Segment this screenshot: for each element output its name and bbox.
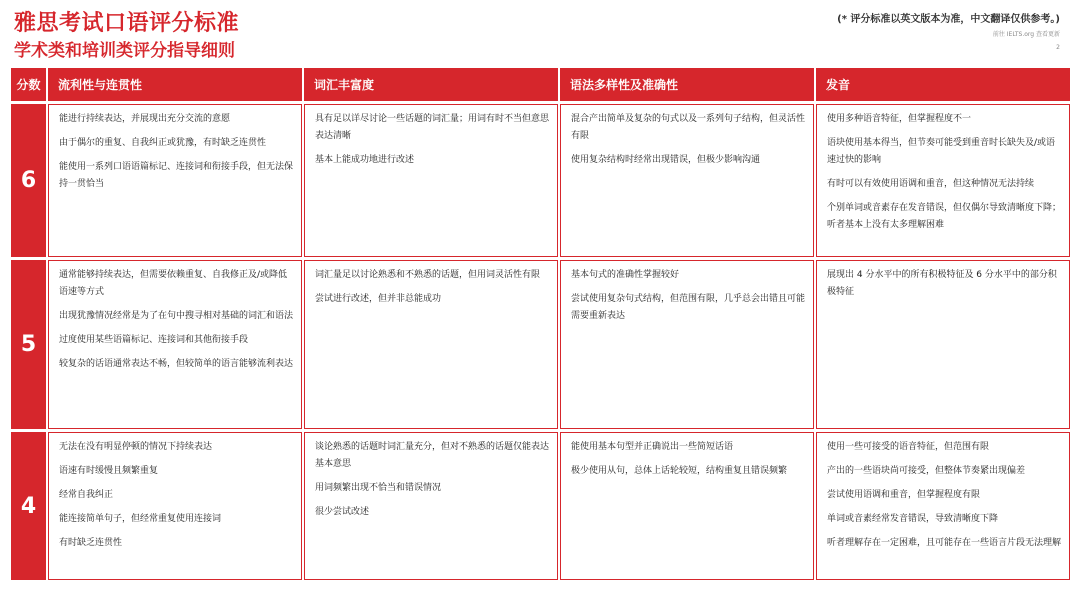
pronunciation-cell-band-6 (816, 104, 1070, 257)
page-number: 2 (1056, 44, 1060, 51)
descriptor: 有时可以有效使用语调和重音，但这种情况无法持续 (827, 179, 1035, 189)
header-pronunciation: 发音 (816, 68, 1070, 101)
descriptor: 较复杂的话语通常表达不畅，但较简单的语言能够流利表达 (59, 359, 294, 369)
descriptor: 有时缺乏连贯性 (59, 538, 123, 548)
band-descriptors-table (11, 68, 1072, 605)
grammar-cell-band-5 (560, 260, 814, 429)
descriptor: 很少尝试改述 (315, 507, 370, 517)
lexical-cell-band-5 (304, 260, 558, 429)
descriptor: 通常能够持续表达，但需要依赖重复、自我修正及/或降低语速等方式 (59, 270, 288, 297)
descriptor: 无法在没有明显停顿的情况下持续表达 (59, 442, 213, 452)
descriptor: 使用多种语音特征，但掌握程度不一 (827, 114, 972, 124)
descriptor: 用词频繁出现不恰当和错误情况 (315, 483, 442, 493)
pronunciation-cell-band-4 (816, 432, 1070, 580)
descriptor: 能使用一系列口语语篇标记、连接词和衔接手段，但无法保持一贯恰当 (59, 162, 294, 189)
descriptor: 使用复杂结构时经常出现错误，但极少影响沟通 (571, 155, 761, 165)
descriptor: 个别单词或音素存在发音错误，但仅偶尔导致清晰度下降；听者基本上没有太多理解困难 (827, 203, 1062, 230)
descriptor: 语块使用基本得当，但节奏可能受到重音时长缺失及/或语速过快的影响 (827, 138, 1056, 165)
band-score-5: 5 (11, 260, 46, 429)
descriptor: 经常自我纠正 (59, 490, 114, 500)
header-fluency-coherence: 流利性与连贯性 (48, 68, 302, 101)
descriptor: 能连接简单句子，但经常重复使用连接词 (59, 514, 222, 524)
grammar-cell-band-4 (560, 432, 814, 580)
descriptor: 谈论熟悉的话题时词汇量充分，但对不熟悉的话题仅能表达基本意思 (315, 442, 550, 469)
header-score: 分数 (11, 68, 46, 101)
descriptor: 由于偶尔的重复、自我纠正或犹豫，有时缺乏连贯性 (59, 138, 267, 148)
fluency-cell-band-6 (48, 104, 302, 257)
descriptor: 能进行持续表达，并展现出充分交流的意愿 (59, 114, 231, 124)
grammar-cell-band-6 (560, 104, 814, 257)
pronunciation-cell-band-5 (816, 260, 1070, 429)
descriptor: 尝试使用复杂句式结构，但范围有限，几乎总会出错且可能需要重新表达 (571, 294, 806, 321)
descriptor: 混合产出简单及复杂的句式以及一系列句子结构，但灵活性有限 (571, 114, 806, 141)
descriptor: 具有足以详尽讨论一些话题的词汇量；用词有时不当但意思表达清晰 (315, 114, 550, 141)
descriptor: 语速有时缓慢且频繁重复 (59, 466, 159, 476)
descriptor: 单词或音素经常发音错误，导致清晰度下降 (827, 514, 999, 524)
translation-note: (* 评分标准以英文版本为准，中文翻译仅供参考。) (837, 14, 1060, 25)
page-subtitle: 学术类和培训类评分指导细则 (14, 41, 235, 61)
lexical-cell-band-6 (304, 104, 558, 257)
header-lexical-resource: 词汇丰富度 (304, 68, 558, 101)
fluency-cell-band-5 (48, 260, 302, 429)
page-title: 雅思考试口语评分标准 (14, 11, 240, 36)
descriptor: 展现出 4 分水平中的所有积极特征及 6 分水平中的部分积极特征 (827, 270, 1057, 297)
header-grammar: 语法多样性及准确性 (560, 68, 814, 101)
descriptor: 极少使用从句，总体上话轮较短，结构重复且错误频繁 (571, 466, 788, 476)
source-link[interactable]: 前往 IELTS.org 查看更新 (992, 31, 1060, 38)
descriptor: 基本句式的准确性掌握较好 (571, 270, 680, 280)
descriptor: 过度使用某些语篇标记、连接词和其他衔接手段 (59, 335, 249, 345)
descriptor: 听者理解存在一定困难，且可能存在一些语言片段无法理解 (827, 538, 1062, 548)
descriptor: 能使用基本句型并正确说出一些简短话语 (571, 442, 734, 452)
descriptor: 出现犹豫情况经常是为了在句中搜寻相对基础的词汇和语法 (59, 311, 294, 321)
band-score-4: 4 (11, 432, 46, 580)
descriptor: 基本上能成功地进行改述 (315, 155, 415, 165)
band-score-6: 6 (11, 104, 46, 257)
descriptor: 尝试进行改述，但并非总能成功 (315, 294, 442, 304)
lexical-cell-band-4 (304, 432, 558, 580)
descriptor: 产出的一些语块尚可接受，但整体节奏紧出现偏差 (827, 466, 1026, 476)
fluency-cell-band-4 (48, 432, 302, 580)
descriptor: 使用一些可接受的语音特征，但范围有限 (827, 442, 990, 452)
descriptor: 词汇量足以讨论熟悉和不熟悉的话题，但用词灵活性有限 (315, 270, 541, 280)
descriptor: 尝试使用语调和重音，但掌握程度有限 (827, 490, 981, 500)
